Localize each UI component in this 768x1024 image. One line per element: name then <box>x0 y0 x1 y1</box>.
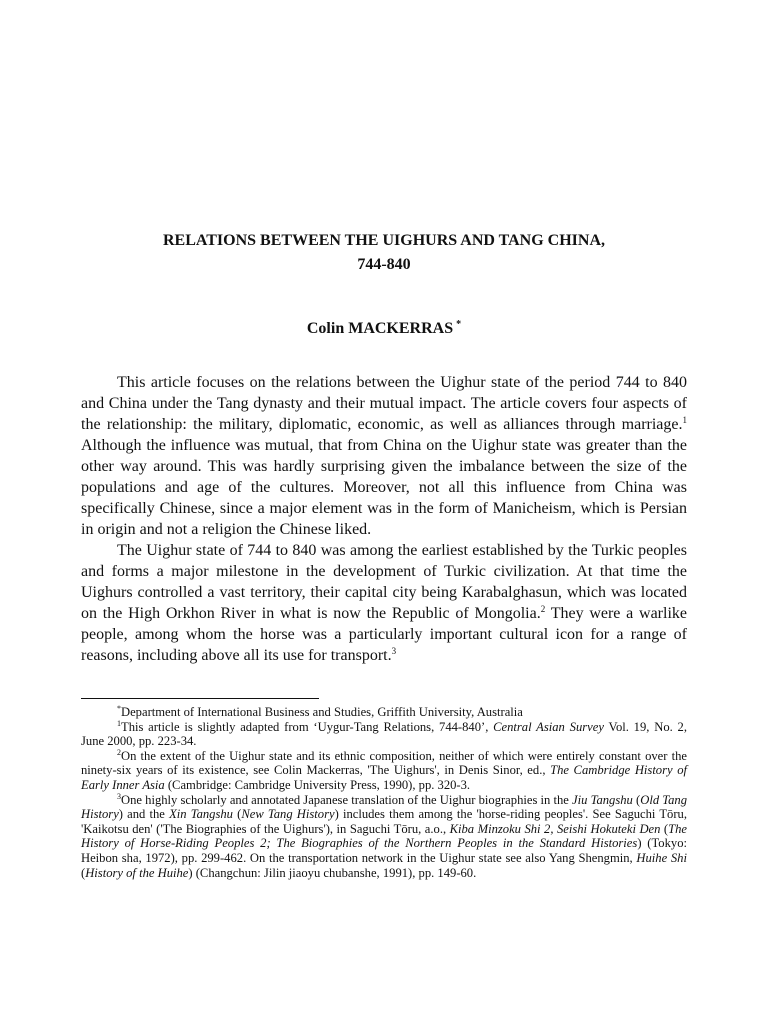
author-line <box>80 313 688 341</box>
author-footnote-marker[interactable]: * <box>456 319 462 330</box>
footnote-1: $^1$This article is slightly adapted from ‘Uygur-Tang Relations, 744-840’, Central Asian Survey Vol. 19, No. 2, June 2000, pp. 223-34. <box>81 718 687 749</box>
footnote-ref-1[interactable]: 1 <box>682 415 687 425</box>
footnote-2: $^2$On the extent of the Uighur state and its ethnic composition, neither of which were entirely constant over the ninety-six years of its existence, see Colin Mackerras, 'The Uighurs', in Denis Sinor, ed., The Cambridge History of Early Inner Asia (Cambridge: Cambridge University Press, 1990), pp. 320-3. <box>81 747 687 792</box>
paragraph-2: The Uighur state of 744 to 840 was among the earliest established by the Turkic peoples and forms a major milestone in the development of Turkic civilization. At that time the Uighurs controlled a vast territory, their capital city being Karabalghasun, which was located on the High Orkhon River in what is now the Republic of Mongolia.$^2$ They were a warlike people, among whom the horse was a particularly important cultural icon for a range of reasons, including above all its use for transport.$^3$ <box>81 542 688 664</box>
paragraph-1: This article focuses on the relations between the Uighur state of the period 744 to 840 and China under the Tang dynasty and their mutual impact. The article covers four aspects of the relationship: the military, diplomatic, economic, as well as alliances through marriage.$^1$ Although the influence was mutual, that from China on the Uighur state was greater than the other way around. This was hardly surprising given the imbalance between the size of the populations and age of the cultures. Moreover, not all this influence from China was specifically Chinese, since a major element was in the form of Manicheism, which is Persian in origin and not a religion the Chinese liked. <box>81 374 687 538</box>
footnote-ref-2[interactable]: 2 <box>540 604 546 614</box>
article-body <box>81 372 687 666</box>
footnote-ref-3[interactable]: 3 <box>391 646 397 656</box>
article-title <box>80 229 688 277</box>
footnote-3: $^3$One highly scholarly and annotated Japanese translation of the Uighur biographies in the Jiu Tangshu (Old Tang History) and the Xin Tangshu (New Tang History) includes them among the 'horse-riding peoples'. See Saguchi Tōru, 'Kaikotsu den' ('The Biographies of the Uighurs'), in Saguchi Tōru, a.o., Kiba Minzoku Shi 2, Seishi Hokuteki Den (The History of Horse-Riding Peoples 2; The Biographies of the Northern Peoples in the Standard Histories) (Tokyo: Heibon sha, 1972), pp. 299-462. On the transportation network in the Uighur state see also Yang Shengmin, Huihe Shi (History of the Huihe) (Changchun: Jilin jiaoyu chubanshe, 1991), pp. 149-60. <box>81 791 688 880</box>
footnote-divider <box>81 698 319 699</box>
author-name: Colin MACKERRAS <box>306 320 454 337</box>
title-line-1: RELATIONS BETWEEN THE UIGHURS AND TANG CHINA, <box>162 232 606 249</box>
footnotes <box>81 705 687 880</box>
footnote-affiliation: *Department of International Business and Studies, Griffith University, Australia <box>117 704 523 719</box>
title-line-2: 744-840 <box>357 256 411 273</box>
